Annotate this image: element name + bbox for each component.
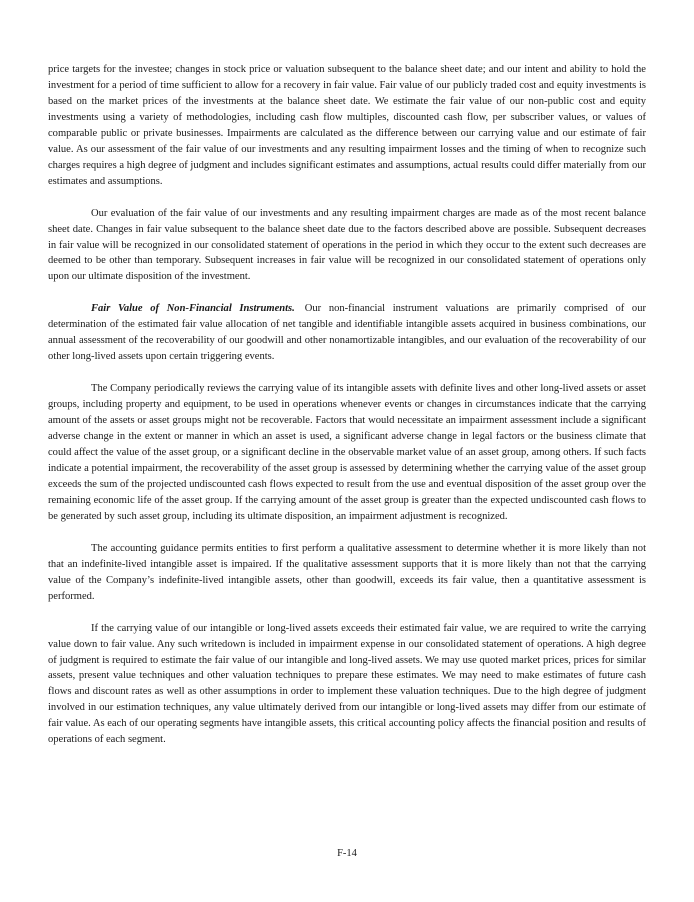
document-body [48,62,646,764]
paragraph-investment-impairment-factors [48,62,646,190]
paragraph-fair-value-evaluation [48,206,646,286]
paragraph-long-lived-assets-review [48,381,646,525]
paragraph-non-financial-instruments [48,301,646,365]
paragraph-text: Our evaluation of the fair value of our investments and any resulting impairment charges are made as of the most recent balance sheet date. Changes in fair value subsequent to the balance sheet date due to the factors described above are possible. Subsequent decreases in fair value will be recognized in our consolidated statement of operations in the period in which they occur to the extent such decreases are deemed to be other than temporary. Subsequent increases in fair value will be recognized in our consolidated statement of operations only upon our ultimate disposition of the investment. [48,207,646,283]
paragraph-text: The Company periodically reviews the carrying value of its intangible assets with definite lives and other long-lived assets or asset groups, including property and equipment, to be used in operations whenever events or changes in circumstances indicate that the carrying amount of the assets or asset groups might not be recoverable. Factors that would necessitate an impairment assessment include a significant adverse change in the extent or manner in which an asset is used, a significant adverse change in legal factors or the business climate that could affect the value of the asset group, or a significant decline in the observable market value of an asset group, among others. If such facts indicate a potential impairment, the recoverability of the asset group is assessed by determining whether the carrying value of the asset group exceeds the sum of the projected undiscounted cash flows expected to result from the use and eventual disposition of the asset group over the remaining economic life of the asset group. If the carrying amount of the asset group is greater than the expected undiscounted cash flows to be generated by such asset group, including its ultimate disposition, an impairment adjustment is recognized. [48,383,646,522]
paragraph-text: If the carrying value of our intangible or long-lived assets exceeds their estimated fair value, we are required to write the carrying value down to fair value. Any such writedown is included in impairment expense in our consolidated statement of operations. A high degree of judgment is required to estimate the fair value of our intangible and long-lived assets. We may use quoted market prices, prices for similar assets, present value techniques and other valuation techniques to prepare these estimates. We may need to make estimates of future cash flows and discount rates as well as other assumptions in order to implement these valuation techniques. Due to the high degree of judgment involved in our estimation techniques, any value ultimately derived from our intangible or long-lived assets may differ from our estimate of fair value. As each of our operating segments have intangible assets, this critical accounting policy affects the financial position and results of operations of each segment. [48,622,646,746]
section-heading: Fair Value of Non-Financial Instruments. [91,303,295,315]
paragraph-writedown-policy [48,621,646,749]
paragraph-text: The accounting guidance permits entities to first perform a qualitative assessment to determine whether it is more likely than not that an indefinite-lived intangible asset is impaired. If the qualitative assessment supports that it is more likely than not that the carrying value of the Company’s indefinite-lived intangible assets, other than goodwill, exceeds its fair value, then a quantitative assessment is performed. [48,542,646,602]
paragraph-text: price targets for the investee; changes in stock price or valuation subsequent to the balance sheet date; and our intent and ability to hold the investment for a period of time sufficient to allow for a recovery in fair value. Fair value of our publicly traded cost and equity investments is based on the market prices of the investments at the balance sheet date. We estimate the fair value of our non-public cost and equity investments using a variety of methodologies, including cash flow multiples, discounted cash flow, per subscriber values, or values of comparable public or private businesses. Impairments are calculated as the difference between our carrying value and our estimate of fair value. As our assessment of the fair value of our investments and any resulting impairment losses and the timing of when to recognize such charges requires a high degree of judgment and includes significant estimates and assumptions, actual results could differ materially from our estimates and assumptions. [48,64,646,187]
page-number: F-14 [337,848,357,859]
paragraph-qualitative-assessment [48,541,646,605]
paragraph-text: Our non-financial instrument valuations are primarily comprised of our determination of the estimated fair value allocation of net tangible and identifiable intangible assets acquired in business combinations, our annual assessment of the recoverability of our goodwill and other nonamortizable intangibles, and our evaluation of the recoverability of our other long-lived assets upon certain triggering events. [48,303,646,363]
